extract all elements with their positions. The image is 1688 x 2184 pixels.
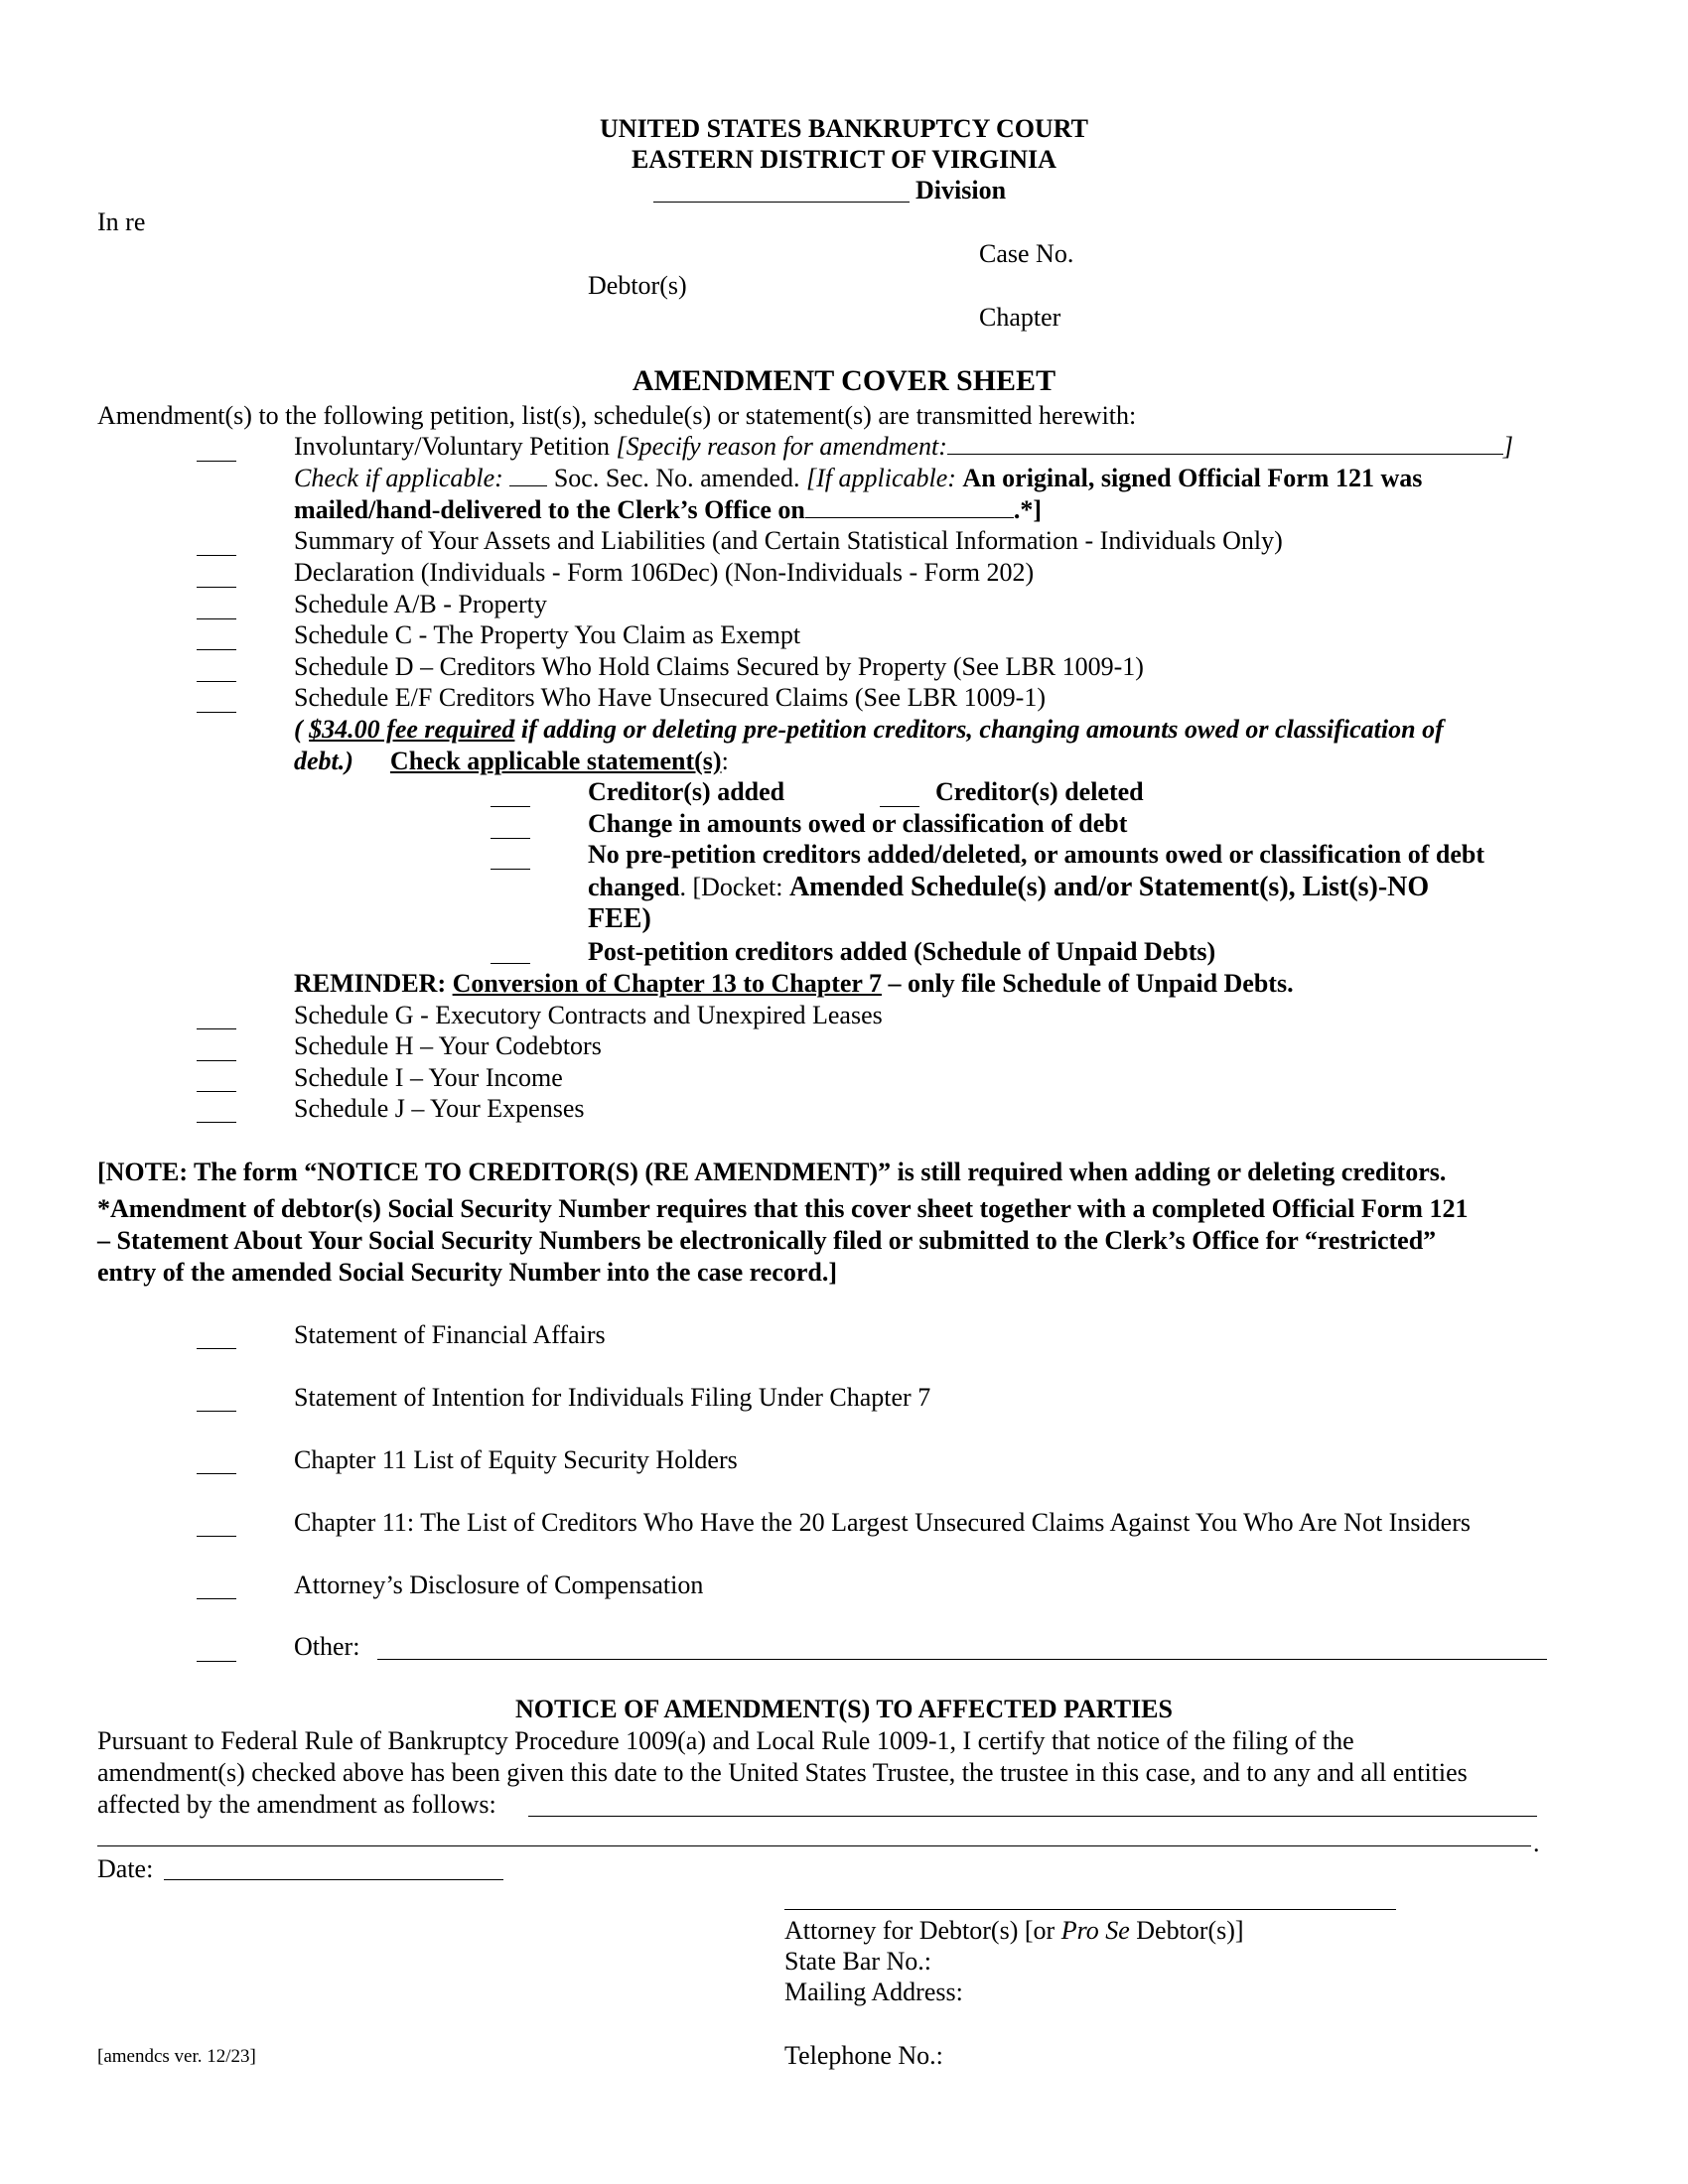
affected-parties-field-2[interactable] [97, 1845, 1531, 1846]
reminder-text: – only file Schedule of Unpaid Debts. [888, 969, 1294, 998]
date-label: Date: [97, 1854, 154, 1883]
checkbox-summary[interactable] [197, 555, 236, 556]
item-statement-intention: Statement of Intention for Individuals Filing Under Chapter 7 [294, 1383, 931, 1412]
checkbox-creditors-deleted[interactable] [880, 806, 919, 807]
item-schedule-h: Schedule H – Your Codebtors [294, 1031, 602, 1060]
no-pre-petition-label: No pre-petition creditors added/deleted, or amounts owed or classification of debt [588, 840, 1484, 869]
checkbox-schedule-c[interactable] [197, 649, 236, 650]
creditors-deleted-label: Creditor(s) deleted [935, 777, 1144, 806]
in-re-label: In re [97, 207, 146, 236]
docket-label: . [Docket: [679, 873, 783, 901]
item-schedule-j: Schedule J – Your Expenses [294, 1094, 585, 1123]
checkbox-schedule-ab[interactable] [197, 618, 236, 619]
intro-text: Amendment(s) to the following petition, list(s), schedule(s) or statement(s) are transmitted herewith: [97, 401, 1137, 430]
note-line-3: – Statement About Your Social Security Numbers be electronically filed or submitted to the Clerk’s Office for “restricted” [97, 1226, 1437, 1255]
petition-row [294, 434, 1513, 460]
fee-open: ( [294, 715, 303, 744]
checkbox-schedule-i[interactable] [197, 1091, 236, 1092]
notice-line-1: Pursuant to Federal Rule of Bankruptcy Procedure 1009(a) and Local Rule 1009-1, I certify that notice of the filing of the [97, 1726, 1354, 1755]
item-schedule-i: Schedule I – Your Income [294, 1063, 563, 1092]
item-schedule-g: Schedule G - Executory Contracts and Unexpired Leases [294, 1001, 883, 1029]
item-financial-affairs: Statement of Financial Affairs [294, 1320, 606, 1349]
notice-line-3: affected by the amendment as follows: [97, 1790, 496, 1819]
district-name: EASTERN DISTRICT OF VIRGINIA [632, 145, 1056, 174]
checkbox-schedule-h[interactable] [197, 1060, 236, 1061]
checkbox-creditors-added[interactable] [491, 806, 530, 807]
check-if-label: Check if applicable: [294, 464, 503, 492]
fee-text: if adding or deleting pre-petition creditors, changing amounts owed or classification of [520, 715, 1444, 744]
checkbox-20-largest[interactable] [197, 1536, 236, 1537]
page-title: AMENDMENT COVER SHEET [632, 364, 1056, 397]
checkbox-schedule-d[interactable] [197, 681, 236, 682]
item-schedule-c: Schedule C - The Property You Claim as Exempt [294, 620, 801, 649]
form121-text: An original, signed Official Form 121 was [962, 464, 1423, 492]
note-line-4: entry of the amended Social Security Number into the case record.] [97, 1258, 837, 1287]
mailed-date-field[interactable] [805, 516, 1014, 518]
reminder-row [294, 971, 1294, 997]
checkbox-equity-holders[interactable] [197, 1473, 236, 1474]
ssn-row [294, 466, 1422, 491]
notice-line-2: amendment(s) checked above has been given this date to the United States Trustee, the trustee in this case, and to any and all entities [97, 1758, 1468, 1787]
notice-title: NOTICE OF AMENDMENT(S) TO AFFECTED PARTIES [515, 1695, 1173, 1723]
reminder-conversion: Conversion of Chapter 13 to Chapter 7 [452, 969, 882, 998]
specify-reason-label: [Specify reason for amendment: [616, 432, 947, 461]
checkbox-post-petition[interactable] [491, 963, 530, 964]
note-line-1: [NOTE: The form “NOTICE TO CREDITOR(S) (RE AMENDMENT)” is still required when adding or deleting creditors. [97, 1158, 1447, 1186]
checkbox-other[interactable] [197, 1661, 236, 1662]
if-applicable-label: [If applicable: [806, 464, 956, 492]
mailing-address-label: Mailing Address: [784, 1978, 963, 2006]
reason-field[interactable] [947, 453, 1503, 455]
checkbox-schedule-g[interactable] [197, 1028, 236, 1029]
checkbox-no-pre-petition[interactable] [491, 869, 530, 870]
ssn-label: Soc. Sec. No. amended. [553, 464, 800, 492]
colon: : [721, 747, 729, 775]
item-declaration: Declaration (Individuals - Form 106Dec) (Non-Individuals - Form 202) [294, 558, 1035, 587]
date-field[interactable] [164, 1879, 503, 1880]
item-attorney-disclosure: Attorney’s Disclosure of Compensation [294, 1570, 704, 1599]
telephone-label: Telephone No.: [784, 2041, 943, 2070]
case-no-label: Case No. [979, 239, 1074, 268]
specify-close: ] [1502, 432, 1513, 461]
checkbox-ssn[interactable] [509, 484, 547, 486]
debtors-text: Debtor(s)] [1129, 1916, 1244, 1945]
item-20-largest: Chapter 11: The List of Creditors Who Have the 20 Largest Unsecured Claims Against You Who Are Not Insiders [294, 1508, 1471, 1537]
changed-text: changed [588, 873, 680, 901]
affected-parties-field-1[interactable] [528, 1816, 1537, 1817]
item-schedule-ab: Schedule A/B - Property [294, 590, 547, 618]
checkbox-schedule-ef[interactable] [197, 712, 236, 713]
checkbox-declaration[interactable] [197, 587, 236, 588]
fee-row [294, 717, 1444, 743]
docket-text: Amended Schedule(s) and/or Statement(s), List(s)-NO [788, 872, 1430, 902]
signature-line[interactable] [784, 1909, 1396, 1910]
mailed-end: .*] [1013, 495, 1043, 524]
docket-fee: FEE) [588, 903, 651, 934]
note-line-2: *Amendment of debtor(s) Social Security Number requires that this cover sheet together with a completed Official Form 121 [97, 1194, 1469, 1223]
court-name: UNITED STATES BANKRUPTCY COURT [600, 114, 1088, 143]
item-equity-holders: Chapter 11 List of Equity Security Holders [294, 1445, 738, 1474]
debt-text: debt.) [294, 747, 353, 775]
item-summary: Summary of Your Assets and Liabilities (and Certain Statistical Information - Individuals Only) [294, 526, 1283, 555]
form-version: [amendcs ver. 12/23] [97, 2046, 256, 2067]
checkbox-petition[interactable] [197, 461, 236, 462]
creditors-added-label: Creditor(s) added [588, 777, 785, 806]
state-bar-label: State Bar No.: [784, 1947, 932, 1976]
chapter-label: Chapter [979, 303, 1061, 332]
notice-period: . [1533, 1829, 1540, 1857]
change-amounts-label: Change in amounts owed or classification of debt [588, 809, 1128, 838]
attorney-text: Attorney for Debtor(s) [or [784, 1916, 1061, 1945]
item-schedule-ef: Schedule E/F Creditors Who Have Unsecured Claims (See LBR 1009-1) [294, 683, 1046, 712]
check-statement-label: Check applicable statement(s) [389, 747, 722, 775]
checkbox-change-amounts[interactable] [491, 838, 530, 839]
mailed-row [294, 497, 1042, 523]
post-petition-label: Post-petition creditors added (Schedule of Unpaid Debts) [588, 937, 1216, 966]
checkbox-attorney-disclosure[interactable] [197, 1598, 236, 1599]
other-label: Other: [294, 1632, 360, 1661]
attorney-label [784, 1918, 1244, 1944]
checkbox-schedule-j[interactable] [197, 1122, 236, 1123]
debtors-label: Debtor(s) [588, 271, 687, 300]
checkbox-financial-affairs[interactable] [197, 1348, 236, 1349]
reminder-label: REMINDER: [294, 969, 447, 998]
checkbox-statement-intention[interactable] [197, 1411, 236, 1412]
other-field[interactable] [377, 1659, 1547, 1660]
item-schedule-d: Schedule D – Creditors Who Hold Claims Secured by Property (See LBR 1009-1) [294, 652, 1144, 681]
division-label: Division [915, 176, 1007, 205]
debt-row [294, 749, 729, 774]
mailed-text: mailed/hand-delivered to the Clerk’s Office on [294, 495, 805, 524]
division-field[interactable] [653, 202, 910, 203]
docket-row [588, 874, 1429, 901]
fee-amount: $34.00 fee required [309, 715, 515, 744]
petition-label: Involuntary/Voluntary Petition [294, 432, 610, 461]
pro-se-text: Pro Se [1060, 1916, 1130, 1945]
